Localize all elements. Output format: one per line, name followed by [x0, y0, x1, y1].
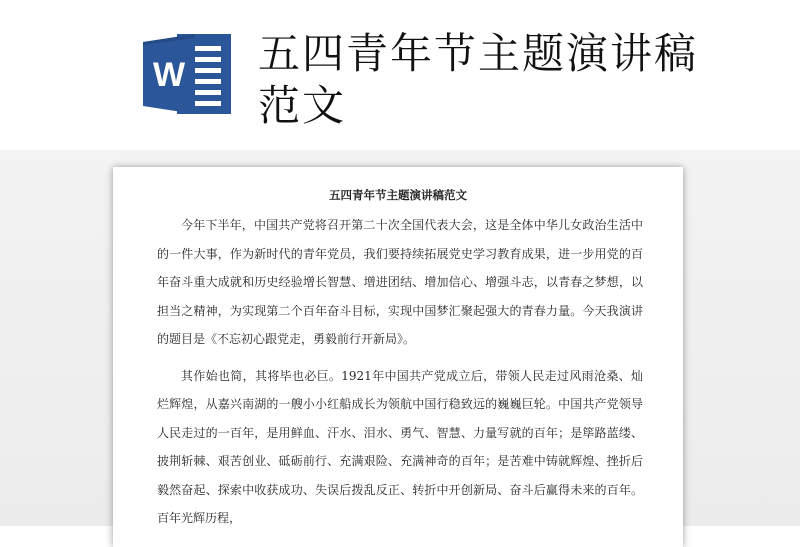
- document-body: [157, 211, 643, 541]
- word-document-icon: [141, 32, 233, 116]
- paragraph: 今年下半年，中国共产党将召开第二十次全国代表大会，这是全体中华儿女政治生活中的一件大事，作为新时代的青年党员，我们要持续拓展党史学习教育成果，进一步用党的百年奋斗重大成就和历史经验增长智慧、增进团结、增加信心、增强斗志，以青春之梦想，以担当之精神，为实现第二个百年奋斗目标，实现中国梦汇聚起强大的青春力量。今天我演讲的题目是《不忘初心跟党走，勇毅前行开新局》。: [157, 218, 643, 346]
- word-icon-letter: W: [152, 56, 186, 94]
- header-band: [0, 0, 800, 150]
- page-title: 五四青年节主题演讲稿范文: [258, 29, 699, 130]
- document-page: [113, 167, 683, 547]
- paragraph: 其作始也简，其将毕也必巨。1921年中国共产党成立后，带领人民走过风雨沧桑、灿烂辉煌，从嘉兴南湖的一艘小小红船成长为领航中国行稳致远的巍巍巨轮。中国共产党领导人民走过的一百年，是用鲜血、汗水、泪水、勇气、智慧、力量写就的百年；是筚路蓝缕、披荆斩棘、艰苦创业、砥砺前行、充满艰险、充满神奇的百年；是苦难中铸就辉煌、挫折后毅然奋起、探索中收获成功、失误后拨乱反正、转折中开创新局、奋斗后赢得未来的百年。百年光辉历程，: [157, 368, 643, 525]
- document-title: 五四青年节主题演讲稿范文: [329, 188, 467, 202]
